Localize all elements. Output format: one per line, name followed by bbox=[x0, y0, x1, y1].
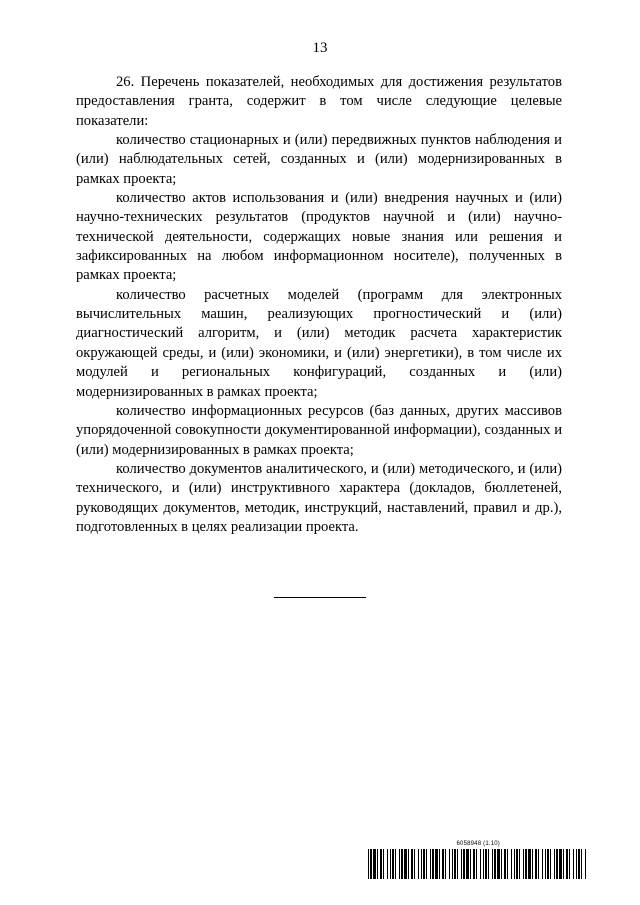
barcode-bar bbox=[377, 849, 378, 879]
barcode-bar bbox=[556, 849, 558, 879]
paragraph-26-intro: 26. Перечень показателей, необходимых для достижения результатов предоставления гранта, содержит в том числе следующие целевые показатели: bbox=[76, 74, 562, 129]
barcode-bar bbox=[387, 849, 388, 879]
barcode-bar bbox=[399, 849, 400, 879]
barcode-bar bbox=[452, 849, 453, 879]
barcode-bar bbox=[573, 849, 574, 879]
barcode-bar bbox=[430, 849, 431, 879]
barcode-bar bbox=[581, 849, 582, 879]
barcode-bar bbox=[554, 849, 555, 879]
barcode-bar bbox=[395, 849, 396, 879]
paragraph-calculation-models: количество расчетных моделей (программ для электронных вычислительных машин, реализующих прогностический и (или) диагностический алгоритм, и (или) методик расчета характеристик окружающей среды, и (или) экономики, и (или) энергетики), в том числе их модулей и региональных конфигураций, созданных и (или) модернизированных в рамках проекта; bbox=[76, 286, 562, 400]
barcode-bar bbox=[483, 849, 484, 879]
barcode-bar bbox=[547, 849, 549, 879]
barcode-bar bbox=[473, 849, 475, 879]
barcode-bar bbox=[542, 849, 543, 879]
paragraph-information-resources: количество информационных ресурсов (баз данных, других массивов упорядоченной совокупности документированной информации), созданных и (или) модернизированных в рамках проекта; bbox=[76, 402, 562, 458]
barcode-image bbox=[368, 849, 586, 879]
barcode-bar bbox=[545, 849, 546, 879]
barcode-bar bbox=[585, 849, 586, 879]
page-number: 13 bbox=[312, 40, 328, 56]
barcode-bar bbox=[511, 849, 512, 879]
barcode-bar bbox=[559, 849, 562, 879]
barcode-bar bbox=[480, 849, 481, 879]
barcode-bar bbox=[390, 849, 391, 879]
barcode-bar bbox=[532, 849, 533, 879]
document-body bbox=[76, 73, 562, 537]
barcode-bar bbox=[414, 849, 415, 879]
barcode-bar bbox=[418, 849, 419, 879]
barcode-bar bbox=[514, 849, 515, 879]
barcode-bar bbox=[504, 849, 506, 879]
barcode-bar bbox=[442, 849, 444, 879]
barcode-bar bbox=[492, 849, 493, 879]
barcode-bar bbox=[408, 849, 409, 879]
barcode-bar bbox=[485, 849, 487, 879]
barcode-bar bbox=[576, 849, 577, 879]
barcode-caption: 6058948 (1.10) bbox=[456, 841, 500, 847]
barcode-bar bbox=[380, 849, 382, 879]
barcode-bar bbox=[501, 849, 502, 879]
barcode-bar bbox=[411, 849, 413, 879]
barcode-bar bbox=[461, 849, 462, 879]
paragraph-usage-acts: количество актов использования и (или) внедрения научных и (или) научно-технических результатов (продуктов научной и (или) научно-технической деятельности, содержащих новые знания или решения и зафиксированных на любом информационном носителе), полученных в рамках проекта; bbox=[76, 190, 562, 284]
barcode-bar bbox=[435, 849, 438, 879]
barcode-bar bbox=[488, 849, 489, 879]
barcode-bar bbox=[523, 849, 524, 879]
barcode-bar bbox=[449, 849, 450, 879]
barcode-bar bbox=[439, 849, 440, 879]
end-of-text-rule bbox=[274, 597, 366, 598]
barcode-bar bbox=[476, 849, 477, 879]
barcode-bar bbox=[550, 849, 551, 879]
barcode-bar bbox=[525, 849, 527, 879]
paragraph-observation-points: количество стационарных и (или) передвижных пунктов наблюдения и (или) наблюдательных сетей, созданных и (или) модернизированных в рамках проекта; bbox=[76, 132, 562, 187]
barcode-bar bbox=[528, 849, 531, 879]
barcode-bar bbox=[466, 849, 469, 879]
barcode-bar bbox=[370, 849, 372, 879]
barcode-bar bbox=[426, 849, 427, 879]
barcode-bar bbox=[392, 849, 394, 879]
barcode-bar bbox=[368, 849, 369, 879]
barcode-bar bbox=[457, 849, 458, 879]
barcode-bar bbox=[373, 849, 376, 879]
barcode-bar bbox=[519, 849, 520, 879]
barcode-bar bbox=[566, 849, 568, 879]
barcode-bar bbox=[535, 849, 537, 879]
barcode-bar bbox=[463, 849, 465, 879]
barcode-bar bbox=[445, 849, 446, 879]
barcode-bar bbox=[383, 849, 384, 879]
barcode-bar bbox=[423, 849, 425, 879]
barcode-bar bbox=[421, 849, 422, 879]
barcode-bar bbox=[404, 849, 407, 879]
barcode-bar bbox=[432, 849, 434, 879]
barcode-block bbox=[368, 841, 586, 879]
barcode-bar bbox=[454, 849, 456, 879]
barcode-bar bbox=[470, 849, 471, 879]
barcode-bar bbox=[578, 849, 580, 879]
barcode-bar bbox=[538, 849, 539, 879]
paragraph-documents: количество документов аналитического, и (или) методического, и (или) технического, и (или) инструктивного характера (докладов, бюллетеней, руководящих документов, методик, инструкций, наставлений, правил и др.), подготовленных в целях реализации проекта. bbox=[76, 460, 562, 535]
barcode-bar bbox=[507, 849, 508, 879]
barcode-bar bbox=[516, 849, 518, 879]
barcode-bar bbox=[401, 849, 403, 879]
barcode-bar bbox=[494, 849, 496, 879]
barcode-bar bbox=[497, 849, 500, 879]
barcode-bar bbox=[569, 849, 570, 879]
barcode-bar bbox=[563, 849, 564, 879]
